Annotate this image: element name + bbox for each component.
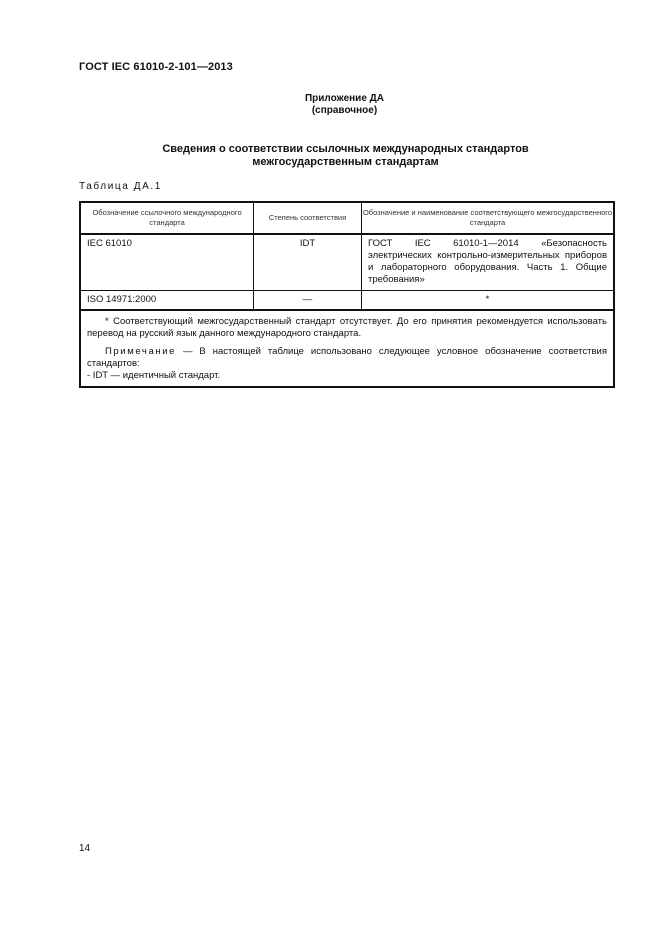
section-title-line-2: межгосударственным стандартам (252, 156, 439, 168)
table-caption: Таблица ДА.1 (79, 181, 162, 192)
table-notes-cell (80, 310, 614, 387)
cell-intl-standard: ISO 14971:2000 (80, 291, 254, 311)
section-title (0, 143, 661, 169)
table-note (87, 346, 607, 370)
page-number: 14 (79, 843, 91, 854)
table-notes-row (80, 310, 614, 387)
cell-degree: — (254, 291, 362, 311)
table-row (80, 234, 614, 291)
section-title-line-1: Сведения о соответствии ссылочных международных стандартов (162, 143, 529, 155)
table-footnote: * Соответствующий межгосударственный стандарт отсутствует. До его принятия рекомендуется использовать перевод на русский язык данного международного стандарта. (87, 316, 607, 339)
header-intl-standard: Обозначение ссылочного международного стандарта (80, 202, 254, 234)
header-interstate-standard: Обозначение и наименование соответствующего межгосударственного стандарта (361, 202, 614, 234)
note-list-item: - IDT — идентичный стандарт. (87, 370, 221, 381)
appendix-title: Приложение ДА (304, 93, 385, 104)
table-row (80, 291, 614, 311)
cell-intl-standard: IEC 61010 (80, 234, 254, 291)
reference-standards-table (79, 201, 615, 388)
header-degree: Степень соответствия (254, 202, 362, 234)
cell-interstate-standard: * (361, 291, 614, 311)
appendix-subtitle: (справочное) (311, 105, 378, 116)
note-label: Примечание (105, 346, 176, 357)
table-header-row (80, 202, 614, 234)
cell-degree: IDT (254, 234, 362, 291)
document-code-header: ГОСТ IEC 61010-2-101—2013 (79, 61, 233, 73)
cell-interstate-standard: ГОСТ IEC 61010-1—2014 «Безопасность электрических контрольно-измерительных приборов и лабораторного оборудования. Часть 1. Общие требования» (361, 234, 614, 291)
note-text: — В настоящей таблице использовано следующее условное обозначение соответствия стандартов: (87, 346, 607, 369)
